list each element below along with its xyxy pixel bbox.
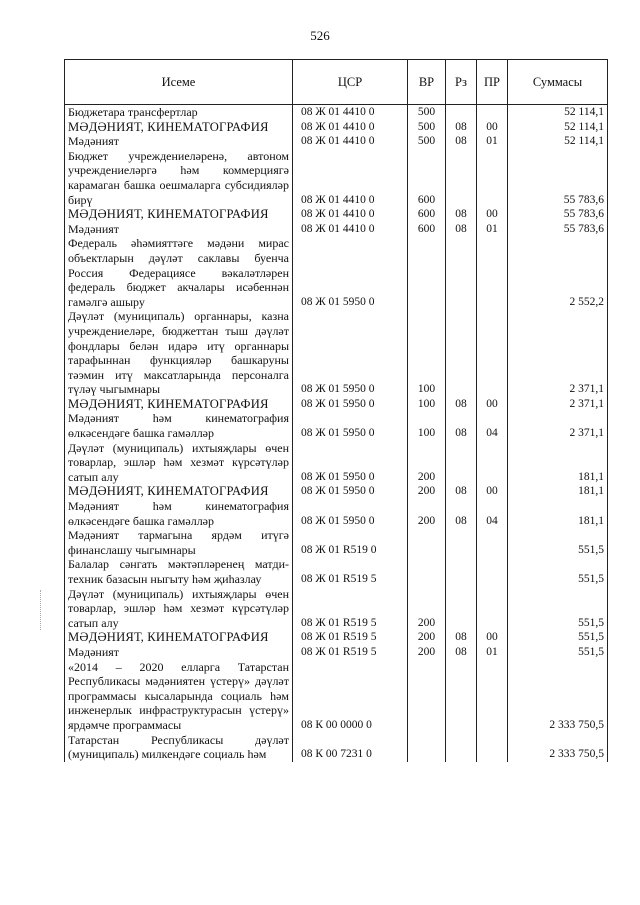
cell-name: Мәдәният һәм кинематография өлкәсендәге башка гамәлләр	[65, 499, 293, 528]
cell-csr: 08 Ж 01 R519 5	[293, 587, 408, 631]
cell-sum: 2 333 750,5	[508, 660, 608, 733]
cell-name: Федераль әһәмияттәге мәдәни мирас объектларын дәүләт саклавы буенча Россия Федерациясе вәкаләтләрен федераль бюджет акчалары исәбеннән гамәлгә ашыру	[65, 236, 293, 309]
cell-pr: 01	[477, 645, 508, 660]
cell-rz	[446, 236, 477, 309]
cell-pr	[477, 309, 508, 397]
cell-name: Дәүләт (муниципаль) органнары, казна учреждениеләре, бюджеттан тыш дәүләт фондлары белән идарә итү органнары тарафыннан функцияләр башкаруны тәэмин итү максатларында персоналга түләү чыгымнары	[65, 309, 293, 397]
scan-artifact	[40, 590, 42, 630]
table-header-row	[65, 60, 608, 105]
cell-pr: 00	[477, 397, 508, 412]
cell-sum: 2 552,2	[508, 236, 608, 309]
cell-name: МӘДӘНИЯТ, КИНЕМАТОГРАФИЯ	[65, 397, 293, 412]
col-header-rz: Рз	[446, 60, 477, 105]
cell-pr	[477, 587, 508, 631]
cell-sum: 551,5	[508, 587, 608, 631]
cell-vr: 500	[408, 134, 446, 149]
cell-csr: 08 Ж 01 R519 5	[293, 557, 408, 586]
table-row	[65, 149, 608, 207]
cell-pr	[477, 105, 508, 120]
cell-vr: 200	[408, 645, 446, 660]
cell-sum: 55 783,6	[508, 207, 608, 222]
cell-name: Татарстан Республикасы дәүләт (муниципаль) милкендәге социаль һәм	[65, 733, 293, 762]
cell-csr: 08 К 00 0000 0	[293, 660, 408, 733]
cell-sum: 551,5	[508, 557, 608, 586]
table-row	[65, 630, 608, 645]
cell-rz: 08	[446, 222, 477, 237]
cell-sum: 55 783,6	[508, 149, 608, 207]
cell-vr	[408, 557, 446, 586]
cell-rz	[446, 660, 477, 733]
table-row	[65, 484, 608, 499]
cell-pr	[477, 441, 508, 485]
cell-vr: 200	[408, 484, 446, 499]
cell-name: Бюджет учреждениеләренә, автоном учреждениеләргә һәм коммерциягә карамаган башка оешмаларга субсидияләр бирү	[65, 149, 293, 207]
table-row	[65, 207, 608, 222]
cell-name: МӘДӘНИЯТ, КИНЕМАТОГРАФИЯ	[65, 484, 293, 499]
cell-rz	[446, 587, 477, 631]
cell-rz	[446, 309, 477, 397]
table-row	[65, 499, 608, 528]
cell-name: Мәдәният	[65, 134, 293, 149]
cell-rz: 08	[446, 630, 477, 645]
table-row	[65, 120, 608, 135]
cell-csr: 08 Ж 01 R519 5	[293, 630, 408, 645]
table-row	[65, 733, 608, 762]
cell-vr: 600	[408, 149, 446, 207]
cell-name: Дәүләт (муниципаль) ихтыяҗлары өчен товарлар, эшләр һәм хезмәт күрсәтүләр сатып алу	[65, 441, 293, 485]
cell-rz: 08	[446, 484, 477, 499]
cell-sum: 52 114,1	[508, 134, 608, 149]
cell-sum: 52 114,1	[508, 105, 608, 120]
cell-pr	[477, 557, 508, 586]
table-row	[65, 105, 608, 120]
cell-vr: 200	[408, 630, 446, 645]
cell-rz: 08	[446, 134, 477, 149]
cell-vr: 500	[408, 105, 446, 120]
table-row	[65, 309, 608, 397]
cell-pr: 04	[477, 499, 508, 528]
cell-csr: 08 Ж 01 4410 0	[293, 149, 408, 207]
cell-sum: 551,5	[508, 645, 608, 660]
cell-name: Бюджетара трансфертлар	[65, 105, 293, 120]
cell-vr: 500	[408, 120, 446, 135]
cell-csr: 08 Ж 01 5950 0	[293, 397, 408, 412]
cell-sum: 52 114,1	[508, 120, 608, 135]
cell-pr: 00	[477, 120, 508, 135]
col-header-sum: Суммасы	[508, 60, 608, 105]
col-header-vr: ВР	[408, 60, 446, 105]
cell-sum: 181,1	[508, 441, 608, 485]
cell-vr	[408, 660, 446, 733]
cell-csr: 08 Ж 01 5950 0	[293, 309, 408, 397]
page-number: 526	[310, 28, 330, 43]
table-row	[65, 134, 608, 149]
cell-csr: 08 Ж 01 4410 0	[293, 134, 408, 149]
cell-rz: 08	[446, 499, 477, 528]
cell-vr: 600	[408, 207, 446, 222]
cell-sum: 551,5	[508, 528, 608, 557]
cell-csr: 08 Ж 01 4410 0	[293, 207, 408, 222]
cell-vr	[408, 528, 446, 557]
cell-rz: 08	[446, 645, 477, 660]
cell-csr: 08 Ж 01 4410 0	[293, 222, 408, 237]
cell-pr	[477, 236, 508, 309]
cell-name: МӘДӘНИЯТ, КИНЕМАТОГРАФИЯ	[65, 630, 293, 645]
cell-rz: 08	[446, 207, 477, 222]
cell-vr: 200	[408, 587, 446, 631]
cell-rz	[446, 528, 477, 557]
cell-name: Балалар сәнгать мәктәпләренең матди-техник базасын ныгыту һәм җиһазлау	[65, 557, 293, 586]
cell-pr: 01	[477, 134, 508, 149]
cell-name: Мәдәният һәм кинематография өлкәсендәге башка гамәлләр	[65, 411, 293, 440]
cell-vr: 100	[408, 309, 446, 397]
cell-rz	[446, 733, 477, 762]
cell-sum: 181,1	[508, 484, 608, 499]
table-row	[65, 236, 608, 309]
cell-rz	[446, 557, 477, 586]
cell-name: МӘДӘНИЯТ, КИНЕМАТОГРАФИЯ	[65, 120, 293, 135]
cell-csr: 08 Ж 01 4410 0	[293, 120, 408, 135]
cell-sum: 2 371,1	[508, 411, 608, 440]
cell-rz: 08	[446, 120, 477, 135]
cell-vr: 100	[408, 397, 446, 412]
cell-pr	[477, 733, 508, 762]
table-row	[65, 645, 608, 660]
table-row	[65, 411, 608, 440]
cell-rz: 08	[446, 397, 477, 412]
cell-csr: 08 Ж 01 5950 0	[293, 411, 408, 440]
table-row	[65, 557, 608, 586]
cell-sum: 2 333 750,5	[508, 733, 608, 762]
cell-vr: 200	[408, 441, 446, 485]
table-row	[65, 222, 608, 237]
cell-pr: 04	[477, 411, 508, 440]
cell-rz: 08	[446, 411, 477, 440]
cell-vr	[408, 236, 446, 309]
cell-vr: 100	[408, 411, 446, 440]
col-header-csr: ЦСР	[293, 60, 408, 105]
cell-pr: 00	[477, 207, 508, 222]
cell-pr	[477, 660, 508, 733]
cell-csr: 08 Ж 01 4410 0	[293, 105, 408, 120]
cell-name: Дәүләт (муниципаль) ихтыяҗлары өчен товарлар, эшләр һәм хезмәт күрсәтүләр сатып алу	[65, 587, 293, 631]
table-row	[65, 397, 608, 412]
cell-rz	[446, 149, 477, 207]
table-row	[65, 660, 608, 733]
cell-rz	[446, 105, 477, 120]
table-row	[65, 528, 608, 557]
cell-name: Мәдәният	[65, 222, 293, 237]
cell-sum: 551,5	[508, 630, 608, 645]
cell-csr: 08 Ж 01 R519 5	[293, 645, 408, 660]
cell-csr: 08 К 00 7231 0	[293, 733, 408, 762]
cell-name: МӘДӘНИЯТ, КИНЕМАТОГРАФИЯ	[65, 207, 293, 222]
cell-sum: 2 371,1	[508, 397, 608, 412]
col-header-name: Исеме	[65, 60, 293, 105]
cell-csr: 08 Ж 01 R519 0	[293, 528, 408, 557]
budget-table	[64, 59, 608, 762]
cell-sum: 2 371,1	[508, 309, 608, 397]
cell-sum: 181,1	[508, 499, 608, 528]
col-header-pr: ПР	[477, 60, 508, 105]
cell-csr: 08 Ж 01 5950 0	[293, 441, 408, 485]
cell-vr: 600	[408, 222, 446, 237]
cell-pr	[477, 149, 508, 207]
cell-vr: 200	[408, 499, 446, 528]
cell-vr	[408, 733, 446, 762]
cell-pr: 00	[477, 630, 508, 645]
cell-pr: 00	[477, 484, 508, 499]
cell-sum: 55 783,6	[508, 222, 608, 237]
cell-csr: 08 Ж 01 5950 0	[293, 236, 408, 309]
cell-csr: 08 Ж 01 5950 0	[293, 499, 408, 528]
cell-csr: 08 Ж 01 5950 0	[293, 484, 408, 499]
cell-pr	[477, 528, 508, 557]
table-row	[65, 441, 608, 485]
table-row	[65, 587, 608, 631]
cell-name: Мәдәният	[65, 645, 293, 660]
cell-name: Мәдәният тармагына ярдәм итүгә финанслашу чыгымнары	[65, 528, 293, 557]
cell-rz	[446, 441, 477, 485]
cell-pr: 01	[477, 222, 508, 237]
cell-name: «2014 – 2020 елларга Татарстан Республикасы мәдәниятен үстерү» дәүләт программасы кысаларында социаль һәм инженерлык инфраструктурасын үстерү» ярдәмче программасы	[65, 660, 293, 733]
